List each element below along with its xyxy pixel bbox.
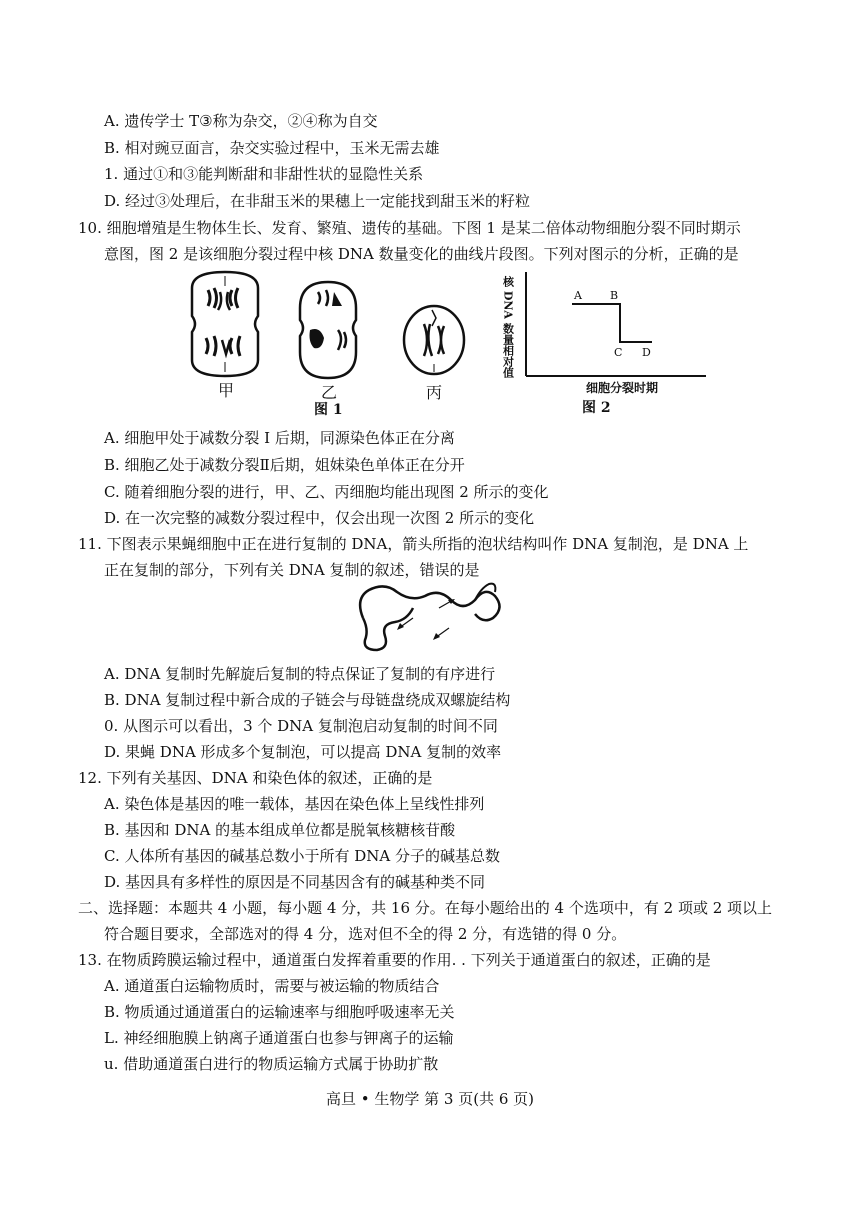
point-label-d: D — [642, 346, 651, 359]
q9-option-a: A. 遗传学士 T③称为杂交，②④称为自交 — [104, 112, 378, 130]
figure-2-ylabel: 核 DNA 数量相对值 — [501, 276, 515, 378]
cell-jia-diagram — [192, 272, 258, 376]
q10-option-d: D. 在一次完整的减数分裂过程中，仅会出现一次图 2 所示的变化 — [104, 509, 535, 527]
q13-option-c: L. 神经细胞膜上钠离子通道蛋白也参与钾离子的运输 — [104, 1029, 454, 1047]
q13-option-d: u. 借助通道蛋白进行的物质运输方式属于协助扩散 — [104, 1055, 439, 1073]
q11-stem-line1: 11. 下图表示果蝇细胞中正在进行复制的 DNA，箭头所指的泡状结构叫作 DNA 复制泡，是 DNA 上 — [78, 535, 749, 553]
figure-2-caption: 图 2 — [582, 400, 611, 416]
section2-heading-line1: 二、选择题：本题共 4 小题，每小题 4 分，共 16 分。在每小题给出的 4 个选项中，有 2 项或 2 项以上 — [78, 899, 773, 917]
q13-option-a: A. 通道蛋白运输物质时，需要与被运输的物质结合 — [104, 977, 440, 995]
point-label-c: C — [614, 346, 623, 359]
q13-option-b: B. 物质通过通道蛋白的运输速率与细胞呼吸速率无关 — [104, 1003, 455, 1021]
q11-option-b: B. DNA 复制过程中新合成的子链会与母链盘绕成双螺旋结构 — [104, 691, 511, 709]
cell-label-bing: 丙 — [426, 383, 443, 402]
q11-option-c: 0. 从图示可以看出，3 个 DNA 复制泡启动复制的时间不同 — [104, 717, 498, 735]
q13-stem: 13. 在物质跨膜运输过程中，通道蛋白发挥着重要的作用. . 下列关于通道蛋白的叙述，正确的是 — [78, 951, 711, 969]
q12-option-d: D. 基因具有多样性的原因是不同基因含有的碱基种类不同 — [104, 873, 486, 891]
q10-option-c: C. 随着细胞分裂的进行，甲、乙、丙细胞均能出现图 2 所示的变化 — [104, 483, 549, 501]
cell-label-jia: 甲 — [218, 381, 235, 400]
q9-option-d: D. 经过③处理后，在非甜玉米的果穗上一定能找到甜玉米的籽粒 — [104, 192, 531, 210]
point-label-b: B — [610, 289, 619, 302]
q11-option-d: D. 果蝇 DNA 形成多个复制泡，可以提高 DNA 复制的效率 — [104, 743, 502, 761]
figure-2-dna-curve — [490, 266, 710, 416]
q12-option-b: B. 基因和 DNA 的基本组成单位都是脱氧核糖核苷酸 — [104, 821, 456, 839]
q9-option-b: B. 相对豌豆面言，杂交实验过程中，玉米无需去雄 — [104, 139, 440, 157]
cell-yi-diagram — [300, 282, 356, 378]
point-label-a: A — [574, 289, 582, 302]
figure-dna-replication-bubbles — [355, 578, 525, 658]
cell-label-yi: 乙 — [321, 383, 338, 402]
figure-2-xlabel: 细胞分裂时期 — [586, 381, 659, 395]
q10-stem-line2: 意图，图 2 是该细胞分裂过程中核 DNA 数量变化的曲线片段图。下列对图示的分析，正确的是 — [104, 245, 739, 263]
q12-option-c: C. 人体所有基因的碱基总数小于所有 DNA 分子的碱基总数 — [104, 847, 501, 865]
q10-option-a: A. 细胞甲处于减数分裂 I 后期，同源染色体正在分离 — [104, 429, 455, 447]
q12-option-a: A. 染色体是基因的唯一载体，基因在染色体上呈线性排列 — [104, 795, 485, 813]
figure-1-cells — [180, 268, 480, 418]
page-footer: 高旦 • 生物学 第 3 页(共 6 页) — [325, 1090, 535, 1108]
section2-heading-line2: 符合题目要求，全部选对的得 4 分，选对但不全的得 2 分，有选错的得 0 分。 — [104, 925, 627, 943]
q9-option-c: 1. 通过①和③能判断甜和非甜性状的显隐性关系 — [104, 165, 424, 183]
q10-stem-line1: 10. 细胞增殖是生物体生长、发育、繁殖、遗传的基础。下图 1 是某二倍体动物细胞分裂不同时期示 — [78, 219, 741, 237]
q11-option-a: A. DNA 复制时先解旋后复制的特点保证了复制的有序进行 — [104, 665, 496, 683]
figure-1-caption: 图 1 — [314, 402, 343, 418]
q10-option-b: B. 细胞乙处于减数分裂Ⅱ后期，姐妹染色单体正在分开 — [104, 456, 465, 474]
cell-bing-diagram — [404, 306, 464, 374]
q12-stem: 12. 下列有关基因、DNA 和染色体的叙述，正确的是 — [78, 769, 433, 787]
q11-stem-line2: 正在复制的部分，下列有关 DNA 复制的叙述，错误的是 — [104, 561, 480, 579]
